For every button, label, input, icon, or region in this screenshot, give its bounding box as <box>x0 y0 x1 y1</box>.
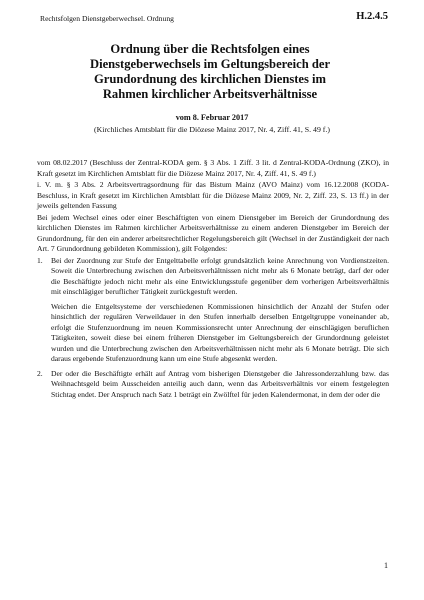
list-item-text: Bei der Zuordnung zur Stufe der Entgelttabelle erfolgt grundsätzlich keine Anrechnung von Vordienstzeiten. Soweit die Unterbrechung zwischen den Arbeitsverhältnissen nicht mehr als 6 Monate beträgt, darf der oder die Beschäftigte jedoch nicht mehr als eine Entwicklungsstufe gegenüber dem vorherigen Arbeitsverhältnis mit einschlägiger beruflicher Tätigkeit zurückgestuft werden. <box>51 255 389 296</box>
source-reference: (Kirchliches Amtsblatt für die Diözese Mainz 2017, Nr. 4, Ziff. 41, S. 49 f.) <box>94 125 330 134</box>
document-title: Ordnung über die Rechtsfolgen eines Dienstgeberwechsels im Geltungsbereich der Grundordnung des kirchlichen Dienstes im Rahmen kirchlicher Arbeitsverhältnisse <box>89 42 331 101</box>
document-code: H.2.4.5 <box>356 11 388 22</box>
list-item-number: 1. <box>37 255 43 265</box>
paragraph-decision: vom 08.02.2017 (Beschluss der Zentral-KODA gem. § 3 Abs. 1 Ziff. 3 lit. d Zentral-KODA-Ordnung (ZKO), in Kraft gesetzt im Kirchlichen Amtsblatt für die Diözese Mainz 2017, Nr. 4, Ziff. 41, S. 49 f.) <box>37 158 389 178</box>
list-item-1 <box>37 256 389 298</box>
list-item-2 <box>37 369 389 401</box>
list-item-text: Der oder die Beschäftigte erhält auf Antrag vom bisherigen Dienstgeber die Jahressonderzahlung bzw. das Weihnachtsgeld beim Ausscheiden anteilig auch dann, wenn das Arbeitsverhältnis vor einem festgelegten Stichtag endet. Der Anspruch nach Satz 1 beträgt ein Zwölftel für jeden Kalendermonat, in dem der oder die <box>51 368 389 399</box>
paragraph-intro: Bei jedem Wechsel eines oder einer Beschäftigten von einem Dienstgeber im Bereich der Grundordnung des kirchlichen Dienstes im Rahmen kirchlicher Arbeitsverhältnisse zu einem anderen Dienstgeber im Bereich der Grundordnung, für den ein anderer arbeitsrechtlicher Regelungsbereich gilt (Wechsel in der Zuständigkeit der nach Art. 7 Grundordnung gebildeten Kommission), gilt Folgendes: <box>37 212 389 253</box>
document-date: vom 8. Februar 2017 <box>175 113 249 122</box>
list-item-1-continuation: Weichen die Entgeltsysteme der verschiedenen Kommissionen hinsichtlich der Anzahl der Stufen oder hinsichtlich der regulären Verweildauer in den Stufen innerhalb derselben Entgeltgruppe voneinander ab, erfolgt die Stufenzuordnung im neuen Kommissionsrecht unter Anrechnung der einschlägigen beruflichen Tätigkeiten, soweit diese bei einem früheren Dienstgeber im Geltungsbereich der Grundordnung geleistet wurden und die Unterbrechung zwischen den Arbeitsverhältnissen nicht mehr als 6 Monate beträgt. Die sich daraus ergebende Stufenzuordnung kann um eine Stufe abgesenkt werden. <box>51 301 389 363</box>
page-number: 1 <box>384 561 388 570</box>
document-body <box>37 158 389 400</box>
paragraph-avo-reference: i. V. m. § 3 Abs. 2 Arbeitsvertragsordnung für das Bistum Mainz (AVO Mainz) vom 16.12.2008 (KODA-Beschluss, in Kraft gesetzt im Kirchlichen Amtsblatt für die Diözese Mainz 2009, Nr. 2, Ziff. 23, S. 13 ff.) in der jeweils geltenden Fassung <box>37 180 389 210</box>
list-item-number: 2. <box>37 368 43 378</box>
running-header: Rechtsfolgen Dienstgeberwechsel. Ordnung <box>40 14 174 23</box>
